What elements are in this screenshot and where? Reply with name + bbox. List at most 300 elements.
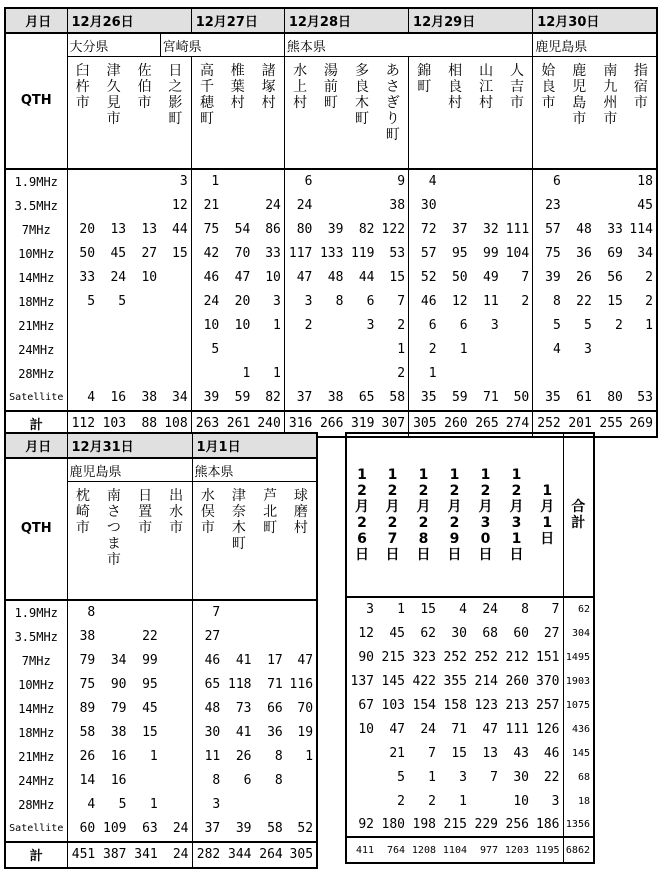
- qso-count: 56: [607, 270, 623, 285]
- band-label: 10MHz: [5, 242, 67, 266]
- qso-count: [564, 194, 595, 218]
- summary-date-header: [532, 433, 563, 597]
- daily-count: 30: [513, 769, 529, 785]
- qso-count: 27: [141, 246, 158, 261]
- qso-count: [595, 169, 626, 194]
- city-cell: [377, 57, 408, 169]
- qso-count: 22: [142, 629, 158, 644]
- city-name: 芦北町: [263, 488, 278, 536]
- city-cell: [255, 482, 286, 600]
- qso-count: [315, 362, 346, 386]
- qso-count: [129, 194, 160, 218]
- qso-count: [129, 314, 160, 338]
- qth-label: QTH: [5, 33, 67, 169]
- band-grand-total: 18: [563, 789, 594, 813]
- qso-count: 2: [397, 318, 406, 333]
- qso-count: 1: [305, 749, 314, 764]
- qso-count: 39: [327, 222, 344, 237]
- prefecture-header: 鹿児島県: [67, 458, 192, 482]
- city-name: 鹿児島市: [572, 63, 587, 127]
- city-name: 水俣市: [200, 488, 215, 536]
- qso-count: [315, 194, 346, 218]
- qso-count: 9: [397, 174, 406, 189]
- daily-count: 4: [459, 602, 467, 617]
- city-cell: [223, 482, 254, 600]
- daily-count: 2: [397, 793, 405, 809]
- city-cell: [409, 57, 440, 169]
- qso-count: [191, 362, 222, 386]
- qso-count: [67, 169, 98, 194]
- summary-date: 12月30日: [478, 467, 493, 563]
- band-label: 18MHz: [5, 721, 67, 745]
- total-count: 255: [595, 411, 626, 437]
- daily-count: 43: [513, 745, 529, 761]
- qso-count: [98, 194, 129, 218]
- daily-count: 3: [459, 769, 467, 785]
- qso-count: 13: [110, 222, 127, 237]
- band-label: 7MHz: [5, 218, 67, 242]
- qso-count: 6: [533, 169, 564, 194]
- qso-count: [595, 338, 626, 362]
- city-cell: [222, 57, 253, 169]
- date-label: 月日: [5, 8, 67, 33]
- qso-count: 45: [110, 246, 127, 261]
- qso-count: 48: [327, 270, 344, 285]
- qso-count: 3: [179, 174, 188, 189]
- summary-band-row: [346, 597, 594, 621]
- qso-count: 34: [637, 246, 653, 261]
- qso-count: 3: [583, 342, 592, 357]
- qso-count: 42: [191, 242, 222, 266]
- daily-count: 10: [358, 721, 374, 737]
- qso-count: [98, 314, 129, 338]
- qso-count: [440, 194, 471, 218]
- qso-count: [130, 769, 161, 793]
- qso-count: 26: [235, 749, 252, 764]
- qso-count: 37: [451, 222, 468, 237]
- qso-count: 6: [409, 314, 440, 338]
- qso-count: 48: [192, 697, 223, 721]
- city-name: 人吉市: [509, 63, 524, 111]
- qth-label: QTH: [5, 458, 67, 600]
- total-count: 451: [67, 842, 98, 868]
- qso-count: 4: [533, 338, 564, 362]
- daily-total: 1104: [439, 837, 470, 863]
- summary-date: 12月28日: [416, 467, 431, 563]
- qso-count: 7: [192, 600, 223, 625]
- qso-count: 8: [274, 749, 283, 764]
- qso-count: 75: [79, 677, 96, 692]
- qso-count: 4: [409, 169, 440, 194]
- qso-count: 2: [284, 314, 315, 338]
- band-grand-total: 1495: [563, 645, 594, 669]
- qso-count: [595, 194, 626, 218]
- qso-count: 118: [228, 677, 252, 692]
- city-cell: [284, 57, 315, 169]
- qso-count: [161, 697, 192, 721]
- qso-count: 21: [191, 194, 222, 218]
- daily-count: 12: [358, 625, 374, 641]
- qso-count: [471, 362, 502, 386]
- daily-total: 977: [470, 837, 501, 863]
- total-count: 319: [346, 411, 377, 437]
- daily-count: 21: [389, 745, 405, 761]
- band-label: 3.5MHz: [5, 194, 67, 218]
- band-label: 1.9MHz: [5, 600, 67, 625]
- date-header: 12月28日: [284, 8, 408, 33]
- qso-count: 109: [103, 821, 127, 836]
- total-count: 341: [130, 842, 161, 868]
- city-name: 日之影町: [168, 63, 183, 127]
- qso-count: [255, 600, 286, 625]
- qso-count: [471, 169, 502, 194]
- city-name: 球磨村: [293, 488, 308, 536]
- daily-count: 256: [505, 817, 529, 832]
- qso-count: 8: [274, 773, 283, 788]
- qso-count: [67, 338, 98, 362]
- prefecture-header: 熊本県: [284, 33, 532, 57]
- daily-count: 355: [443, 673, 467, 689]
- qso-count: 59: [234, 390, 251, 405]
- total-count: 24: [161, 842, 192, 868]
- band-grand-total: 1903: [563, 669, 594, 693]
- qso-count: 114: [629, 222, 653, 237]
- total-count: 307: [377, 411, 408, 437]
- daily-count: 90: [358, 649, 374, 665]
- date-header: 12月30日: [533, 8, 657, 33]
- qso-count: 117: [284, 242, 315, 266]
- daily-count: 24: [482, 602, 498, 617]
- qso-count: 4: [87, 797, 96, 812]
- qso-count: 46: [191, 266, 222, 290]
- city-name: 水上村: [293, 63, 308, 111]
- daily-count: [346, 765, 377, 789]
- band-row: [5, 386, 657, 411]
- qso-count: [161, 745, 192, 769]
- daily-count: 3: [551, 793, 560, 809]
- qso-count: 58: [79, 725, 96, 740]
- qso-count: [315, 169, 346, 194]
- city-name: 錦町: [417, 63, 432, 95]
- qso-count: [161, 673, 192, 697]
- qso-count: 38: [327, 390, 344, 405]
- qso-count: 75: [533, 242, 564, 266]
- city-name: 日置市: [138, 488, 153, 536]
- band-row: [5, 194, 657, 218]
- qso-count: [255, 625, 286, 649]
- qso-count: 90: [110, 677, 127, 692]
- city-cell: [67, 482, 98, 600]
- city-cell: [502, 57, 533, 169]
- band-row: [5, 600, 317, 625]
- qso-count: 122: [381, 222, 406, 237]
- city-name: 佐伯市: [137, 63, 152, 111]
- qso-count: 1: [273, 366, 281, 381]
- qso-count: 99: [142, 653, 158, 668]
- total-count: 240: [253, 411, 284, 437]
- qso-count: [98, 600, 129, 625]
- qso-count: [595, 362, 626, 386]
- band-grand-total: 1356: [563, 813, 594, 837]
- qso-count: 44: [358, 270, 375, 285]
- qso-count: 39: [191, 386, 222, 411]
- qso-count: 6: [459, 318, 468, 333]
- band-row: [5, 362, 657, 386]
- total-count: 265: [471, 411, 502, 437]
- qso-table-2: [4, 432, 318, 869]
- qso-count: 75: [191, 218, 222, 242]
- qso-count: 3: [366, 318, 375, 333]
- qso-count: 7: [397, 294, 406, 309]
- qso-count: 79: [79, 653, 96, 668]
- qso-count: [222, 338, 253, 362]
- qso-count: [346, 338, 377, 362]
- qso-count: 41: [235, 725, 252, 740]
- qso-count: [286, 600, 317, 625]
- city-cell: [346, 57, 377, 169]
- qso-count: 1: [409, 362, 440, 386]
- date-header-row: [5, 8, 657, 33]
- qso-count: 33: [265, 246, 281, 261]
- qso-count: 44: [172, 222, 188, 237]
- qso-count: 38: [110, 725, 127, 740]
- qso-count: 5: [87, 294, 96, 309]
- daily-count: [346, 789, 377, 813]
- qso-count: [286, 769, 317, 793]
- qso-count: [67, 362, 98, 386]
- qso-count: 11: [483, 294, 499, 309]
- daily-total: 764: [377, 837, 408, 863]
- total-count: 252: [533, 411, 564, 437]
- total-count: 305: [409, 411, 440, 437]
- daily-count: 215: [443, 817, 467, 832]
- qso-count: 26: [576, 270, 592, 285]
- qso-count: 104: [505, 246, 530, 261]
- qso-count: 5: [533, 314, 564, 338]
- summary-date-header: [470, 433, 501, 597]
- qso-count: [440, 169, 471, 194]
- band-row: [5, 769, 317, 793]
- qso-count: 47: [234, 270, 251, 285]
- band-grand-total: 68: [563, 765, 594, 789]
- summary-date: 12月31日: [509, 467, 524, 563]
- qso-count: [98, 362, 129, 386]
- qso-count: [98, 625, 129, 649]
- qso-count: 66: [267, 701, 283, 716]
- band-grand-total: 62: [563, 597, 594, 621]
- city-cell: [192, 482, 223, 600]
- qso-count: [223, 793, 254, 817]
- daily-count: 213: [505, 697, 529, 713]
- city-name: 枕崎市: [75, 488, 90, 536]
- daily-count: 151: [536, 649, 560, 665]
- qso-count: [161, 793, 192, 817]
- summary-band-row: [346, 669, 594, 693]
- band-grand-total: 1075: [563, 693, 594, 717]
- qso-count: [67, 314, 98, 338]
- qso-count: 39: [235, 821, 252, 836]
- daily-count: 180: [381, 817, 405, 832]
- qso-count: [502, 169, 533, 194]
- qso-count: 12: [172, 198, 188, 213]
- daily-count: 260: [505, 673, 529, 689]
- daily-count: 111: [505, 721, 529, 737]
- total-label: 計: [5, 411, 67, 437]
- qso-count: 46: [409, 290, 440, 314]
- qso-count: [286, 625, 317, 649]
- qso-count: 20: [234, 294, 251, 309]
- total-label: 計: [5, 842, 67, 868]
- city-name: 指宿市: [633, 63, 648, 111]
- qso-count: 36: [267, 725, 283, 740]
- qso-count: 2: [397, 366, 406, 381]
- total-count: 201: [564, 411, 595, 437]
- qso-count: 1: [149, 749, 158, 764]
- city-cell: [626, 57, 657, 169]
- overall-total: 6862: [563, 837, 594, 863]
- daily-count: 158: [443, 697, 467, 713]
- daily-count: 92: [358, 817, 374, 832]
- band-row: [5, 793, 317, 817]
- qso-count: 34: [110, 653, 127, 668]
- daily-count: 8: [521, 602, 529, 617]
- qso-count: [161, 649, 192, 673]
- city-name: 山江村: [479, 63, 494, 111]
- band-label: 3.5MHz: [5, 625, 67, 649]
- daily-count: 198: [412, 817, 436, 832]
- qso-count: [161, 769, 192, 793]
- qso-count: 53: [637, 390, 653, 405]
- daily-count: 47: [389, 721, 405, 737]
- qso-count: 34: [172, 390, 188, 405]
- summary-total-row: [346, 837, 594, 863]
- qso-count: 2: [645, 294, 653, 309]
- qso-count: 58: [389, 390, 406, 405]
- qso-count: 18: [637, 174, 653, 189]
- qso-count: [129, 338, 160, 362]
- city-cell: [161, 482, 192, 600]
- qso-count: [223, 600, 254, 625]
- daily-count: 7: [428, 745, 436, 761]
- band-label: Satellite: [5, 817, 67, 842]
- prefecture-row: [5, 458, 317, 482]
- daily-count: 137: [350, 673, 374, 689]
- qso-count: 24: [265, 198, 281, 213]
- daily-count: 1: [397, 602, 405, 617]
- city-cell: [98, 482, 129, 600]
- daily-count: 1: [428, 769, 436, 785]
- band-row: [5, 266, 657, 290]
- band-grand-total: 304: [563, 621, 594, 645]
- qso-count: 16: [110, 749, 127, 764]
- qso-count: 1: [645, 318, 653, 333]
- qso-count: 95: [142, 677, 158, 692]
- band-row: [5, 242, 657, 266]
- daily-count: 123: [474, 697, 498, 713]
- daily-count: 7: [551, 602, 560, 617]
- qso-count: [67, 194, 98, 218]
- qso-count: 99: [483, 246, 499, 261]
- qso-count: 86: [265, 222, 281, 237]
- summary-date: 12月29日: [447, 467, 462, 563]
- qso-count: [160, 290, 191, 314]
- total-count: 108: [160, 411, 191, 437]
- qso-count: 133: [319, 246, 344, 261]
- qso-count: [160, 266, 191, 290]
- city-cell: [315, 57, 346, 169]
- qso-count: [315, 338, 346, 362]
- daily-count: 30: [451, 625, 467, 641]
- qso-count: 2: [645, 270, 653, 285]
- city-name: 津久見市: [106, 63, 121, 127]
- total-count: 282: [192, 842, 223, 868]
- qso-count: 2: [521, 294, 530, 309]
- qso-count: 1: [273, 318, 281, 333]
- daily-count: 24: [420, 721, 436, 737]
- qso-count: 33: [79, 270, 96, 285]
- qso-count: 79: [110, 701, 127, 716]
- daily-count: 323: [412, 649, 436, 665]
- qso-count: 8: [533, 290, 564, 314]
- band-grand-total: 436: [563, 717, 594, 741]
- total-count: 387: [98, 842, 129, 868]
- band-row: [5, 745, 317, 769]
- date-header: 12月27日: [191, 8, 284, 33]
- qso-count: [98, 338, 129, 362]
- daily-total: 411: [346, 837, 377, 863]
- qso-count: 26: [79, 749, 96, 764]
- qso-count: 30: [192, 721, 223, 745]
- qso-count: 14: [79, 773, 96, 788]
- qso-count: [471, 194, 502, 218]
- city-row: [5, 57, 657, 169]
- qso-count: [626, 338, 657, 362]
- summary-band-row: [346, 717, 594, 741]
- daily-count: 126: [536, 721, 560, 737]
- band-label: 24MHz: [5, 338, 67, 362]
- grand-total-label: 合計: [571, 499, 586, 531]
- summary-date-header: [439, 433, 470, 597]
- total-count: 261: [222, 411, 253, 437]
- total-count: 112: [67, 411, 98, 437]
- qso-count: 1: [397, 342, 406, 357]
- summary-date-header: [501, 433, 532, 597]
- qso-count: 24: [191, 290, 222, 314]
- prefecture-row: [5, 33, 657, 57]
- daily-count: 252: [443, 649, 467, 665]
- daily-count: [470, 789, 501, 813]
- qso-count: 65: [358, 390, 375, 405]
- qso-count: 2: [409, 338, 440, 362]
- band-label: 18MHz: [5, 290, 67, 314]
- qso-count: 11: [192, 745, 223, 769]
- band-label: Satellite: [5, 386, 67, 411]
- prefecture-header: 熊本県: [192, 458, 317, 482]
- qso-count: 1: [149, 797, 158, 812]
- city-name: 南九州市: [603, 63, 618, 127]
- qso-count: 10: [141, 270, 158, 285]
- date-header: 12月31日: [67, 433, 192, 458]
- qso-count: 37: [284, 386, 315, 411]
- daily-count: 15: [451, 745, 467, 761]
- total-count: 344: [223, 842, 254, 868]
- summary-date: 1月1日: [540, 483, 555, 547]
- qso-count: [533, 362, 564, 386]
- daily-count: 370: [536, 673, 560, 689]
- qso-count: 5: [118, 294, 127, 309]
- qso-count: 22: [576, 294, 592, 309]
- qso-count: 3: [284, 290, 315, 314]
